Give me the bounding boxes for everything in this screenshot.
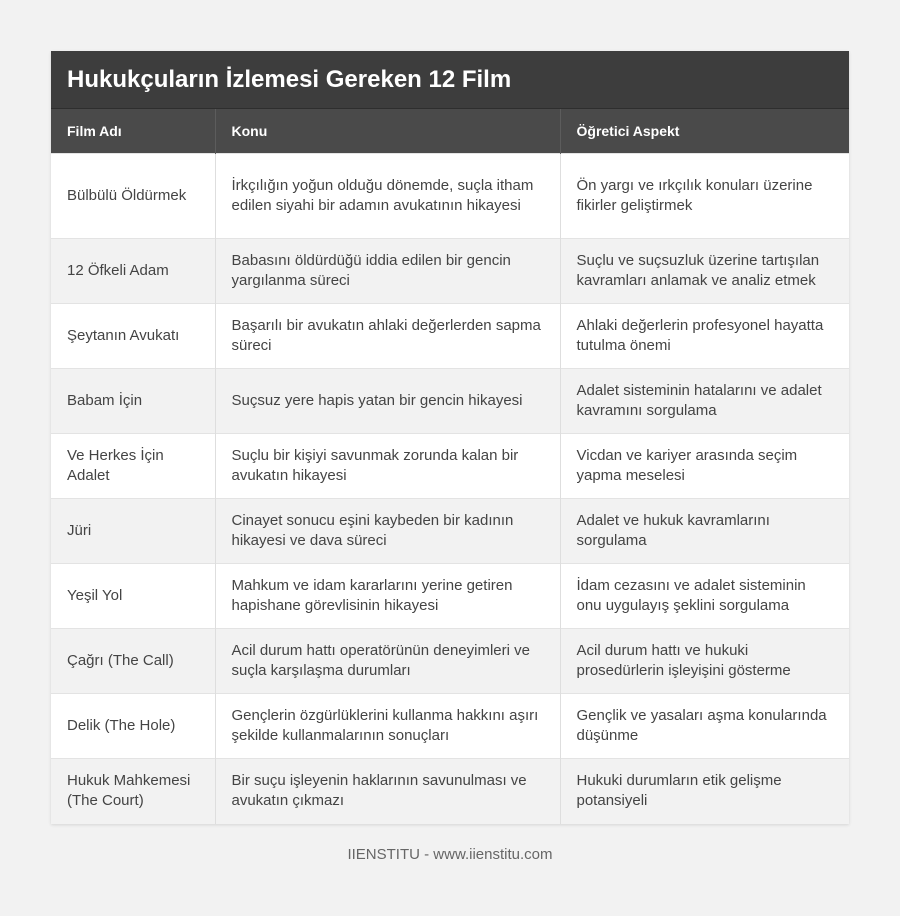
cell-film: Delik (The Hole) bbox=[51, 694, 215, 759]
cell-aspect: Ön yargı ve ırkçılık konuları üzerine fikirler geliştirmek bbox=[560, 154, 849, 239]
table-row bbox=[51, 239, 849, 304]
cell-film: Şeytanın Avukatı bbox=[51, 304, 215, 369]
cell-topic: Cinayet sonucu eşini kaybeden bir kadının hikayesi ve dava süreci bbox=[215, 499, 560, 564]
cell-aspect: Vicdan ve kariyer arasında seçim yapma meselesi bbox=[560, 434, 849, 499]
films-table bbox=[51, 109, 849, 824]
table-row bbox=[51, 564, 849, 629]
cell-topic: Suçsuz yere hapis yatan bir gencin hikayesi bbox=[215, 369, 560, 434]
cell-topic: Gençlerin özgürlüklerini kullanma hakkını aşırı şekilde kullanmalarının sonuçları bbox=[215, 694, 560, 759]
cell-topic: Acil durum hattı operatörünün deneyimleri ve suçla karşılaşma durumları bbox=[215, 629, 560, 694]
table-row bbox=[51, 154, 849, 239]
table-title-bar bbox=[51, 51, 849, 109]
column-header-aspect: Öğretici Aspekt bbox=[560, 109, 849, 154]
cell-aspect: Adalet sisteminin hatalarını ve adalet kavramını sorgulama bbox=[560, 369, 849, 434]
cell-film: Jüri bbox=[51, 499, 215, 564]
cell-film: Babam İçin bbox=[51, 369, 215, 434]
cell-aspect: Gençlik ve yasaları aşma konularında düşünme bbox=[560, 694, 849, 759]
films-table-card bbox=[51, 51, 849, 824]
cell-film: Çağrı (The Call) bbox=[51, 629, 215, 694]
column-header-topic: Konu bbox=[215, 109, 560, 154]
table-title: Hukukçuların İzlemesi Gereken 12 Film bbox=[67, 65, 512, 93]
cell-aspect: Suçlu ve suçsuzluk üzerine tartışılan kavramları anlamak ve analiz etmek bbox=[560, 239, 849, 304]
cell-film: Ve Herkes İçin Adalet bbox=[51, 434, 215, 499]
cell-film: 12 Öfkeli Adam bbox=[51, 239, 215, 304]
cell-topic: Babasını öldürdüğü iddia edilen bir gencin yargılanma süreci bbox=[215, 239, 560, 304]
table-row bbox=[51, 369, 849, 434]
cell-film: Hukuk Mahkemesi (The Court) bbox=[51, 759, 215, 824]
header-row bbox=[51, 109, 849, 154]
cell-aspect: Adalet ve hukuk kavramlarını sorgulama bbox=[560, 499, 849, 564]
cell-aspect: İdam cezasını ve adalet sisteminin onu uygulayış şeklini sorgulama bbox=[560, 564, 849, 629]
cell-aspect: Hukuki durumların etik gelişme potansiyeli bbox=[560, 759, 849, 824]
table-row bbox=[51, 694, 849, 759]
table-row bbox=[51, 499, 849, 564]
cell-topic: Mahkum ve idam kararlarını yerine getiren hapishane görevlisinin hikayesi bbox=[215, 564, 560, 629]
table-row bbox=[51, 304, 849, 369]
table-row bbox=[51, 629, 849, 694]
cell-aspect: Acil durum hattı ve hukuki prosedürlerin işleyişini gösterme bbox=[560, 629, 849, 694]
cell-topic: Başarılı bir avukatın ahlaki değerlerden sapma süreci bbox=[215, 304, 560, 369]
table-row bbox=[51, 759, 849, 824]
cell-topic: Bir suçu işleyenin haklarının savunulması ve avukatın çıkmazı bbox=[215, 759, 560, 824]
column-header-film: Film Adı bbox=[51, 109, 215, 154]
footer-credit: IIENSTITU - www.iienstitu.com bbox=[347, 846, 553, 863]
cell-topic: İrkçılığın yoğun olduğu dönemde, suçla itham edilen siyahi bir adamın avukatının hikayesi bbox=[215, 154, 560, 239]
cell-aspect: Ahlaki değerlerin profesyonel hayatta tutulma önemi bbox=[560, 304, 849, 369]
cell-film: Yeşil Yol bbox=[51, 564, 215, 629]
table-row bbox=[51, 434, 849, 499]
cell-topic: Suçlu bir kişiyi savunmak zorunda kalan bir avukatın hikayesi bbox=[215, 434, 560, 499]
cell-film: Bülbülü Öldürmek bbox=[51, 154, 215, 239]
